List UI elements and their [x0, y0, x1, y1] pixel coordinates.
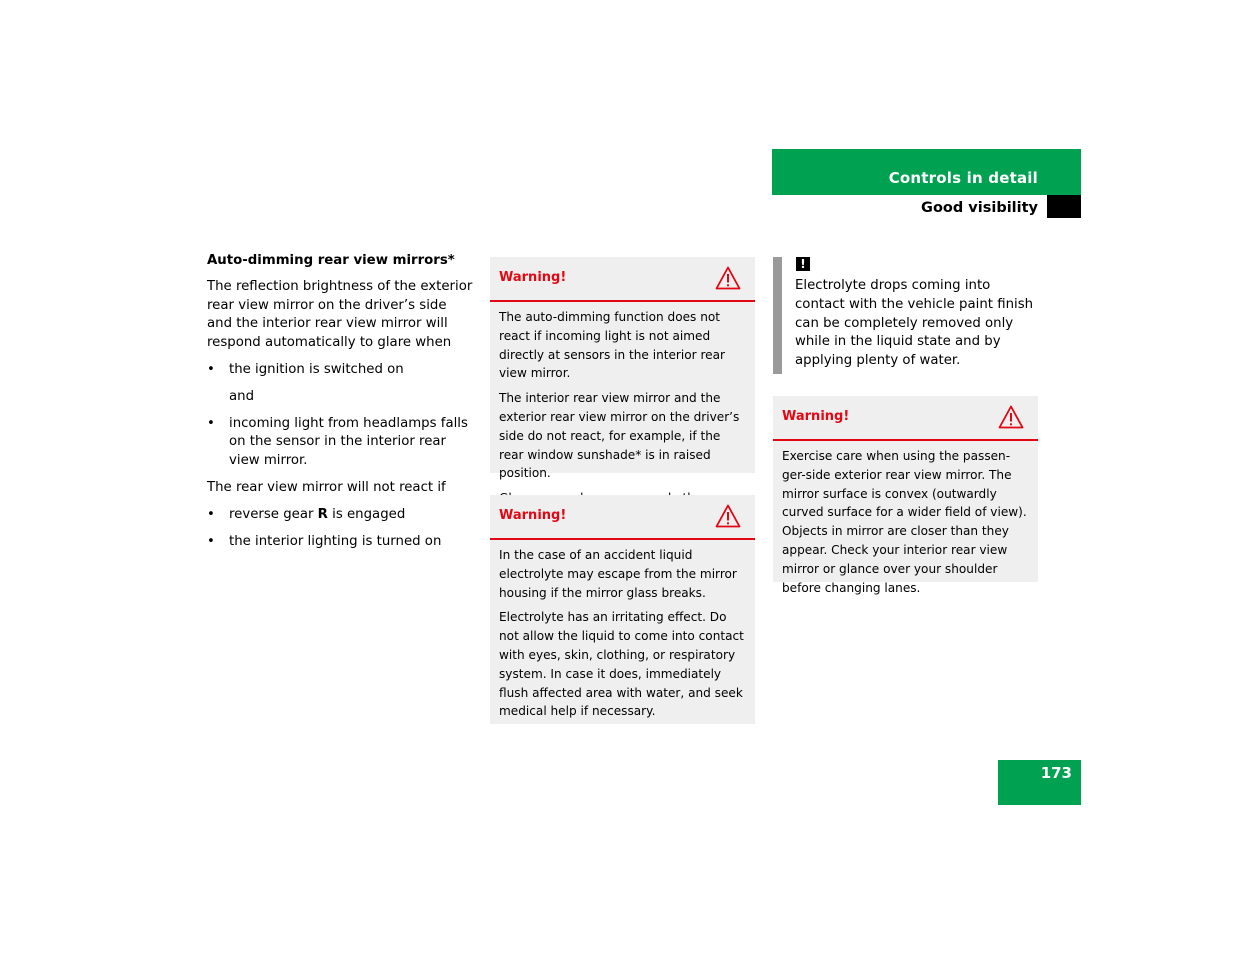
- warning-box-electrolyte: [490, 495, 755, 724]
- list-item: • the interior lighting is turned on: [207, 533, 475, 552]
- warning-paragraph: Electrolyte has an irritating effect. Do not allow the liquid to come into contact with eyes, skin, clothing, or respiratory system. In case it does, immediately flush affected area with water, and seek medical help if necessary.: [499, 610, 744, 719]
- warning-body: [490, 540, 755, 733]
- and-connector: and: [229, 388, 255, 404]
- no-react-paragraph: The rear view mirror will not react if: [207, 479, 446, 495]
- reverse-text-pre: reverse gear: [229, 506, 318, 522]
- intro-paragraph: The reflection brightness of the exterior rear view mirror on the driver’s side and the interior rear view mirror will respond automatically to glare when: [207, 278, 473, 351]
- list-item: • the ignition is switched on: [207, 361, 475, 380]
- warning-paragraph: The interior rear view mirror and the exterior rear view mirror on the driver’s side do not react, for example, if the rear window sunshade* is in raised position.: [499, 391, 740, 481]
- warning-triangle-icon: [715, 504, 741, 528]
- exclamation-icon: !: [796, 257, 810, 271]
- warning-body: [773, 441, 1038, 609]
- list-item: • incoming light from headlamps falls on the sensor in the interior rear view mirror.: [207, 415, 475, 471]
- warning-triangle-icon: [998, 405, 1024, 429]
- note-bar: [773, 257, 782, 374]
- warning-header: [490, 495, 755, 540]
- reverse-gear-symbol: R: [317, 506, 328, 522]
- warning-triangle-icon: [715, 266, 741, 290]
- warning-paragraph: The auto-dimming function does not react if incoming light is not aimed directly at sensors in the interior rear view mirror.: [499, 310, 726, 381]
- conditions-list-continued: [207, 415, 475, 471]
- warning-title: Warning!: [782, 409, 850, 424]
- note-text: Electrolyte drops coming into contact with the vehicle paint finish can be completely removed only while in the liquid state and by applying plenty of water.: [795, 278, 1034, 369]
- section-heading: Auto-dimming rear view mirrors*: [207, 253, 455, 268]
- warning-paragraph: Exercise care when using the passen-ger-side exterior rear view mirror. The mirror surface is convex (outwardly curved surface for a wider field of view). Objects in mirror are closer than they appear. Check your interior rear view mirror or glance over your shoulder before changing lanes.: [782, 449, 1027, 595]
- warning-paragraph: In the case of an accident liquid electrolyte may escape from the mirror housing if the mirror glass breaks.: [499, 548, 737, 600]
- subsection-title: Good visibility: [921, 200, 1038, 216]
- conditions-list: [207, 361, 475, 380]
- reverse-text-post: is engaged: [327, 506, 406, 522]
- page-number: 173: [1040, 764, 1072, 782]
- warning-box-auto-dimming: [490, 257, 755, 481]
- no-react-list: [207, 506, 475, 552]
- list-item: [207, 506, 475, 525]
- warning-header: [773, 396, 1038, 441]
- section-title: Controls in detail: [888, 169, 1038, 187]
- subsection-marker: [1047, 195, 1081, 218]
- warning-title: Warning!: [499, 508, 567, 523]
- warning-box-convex-mirror: [773, 396, 1038, 595]
- warning-title: Warning!: [499, 270, 567, 285]
- warning-header: [490, 257, 755, 302]
- main-text-column: [207, 252, 475, 559]
- warning-body: [490, 302, 755, 520]
